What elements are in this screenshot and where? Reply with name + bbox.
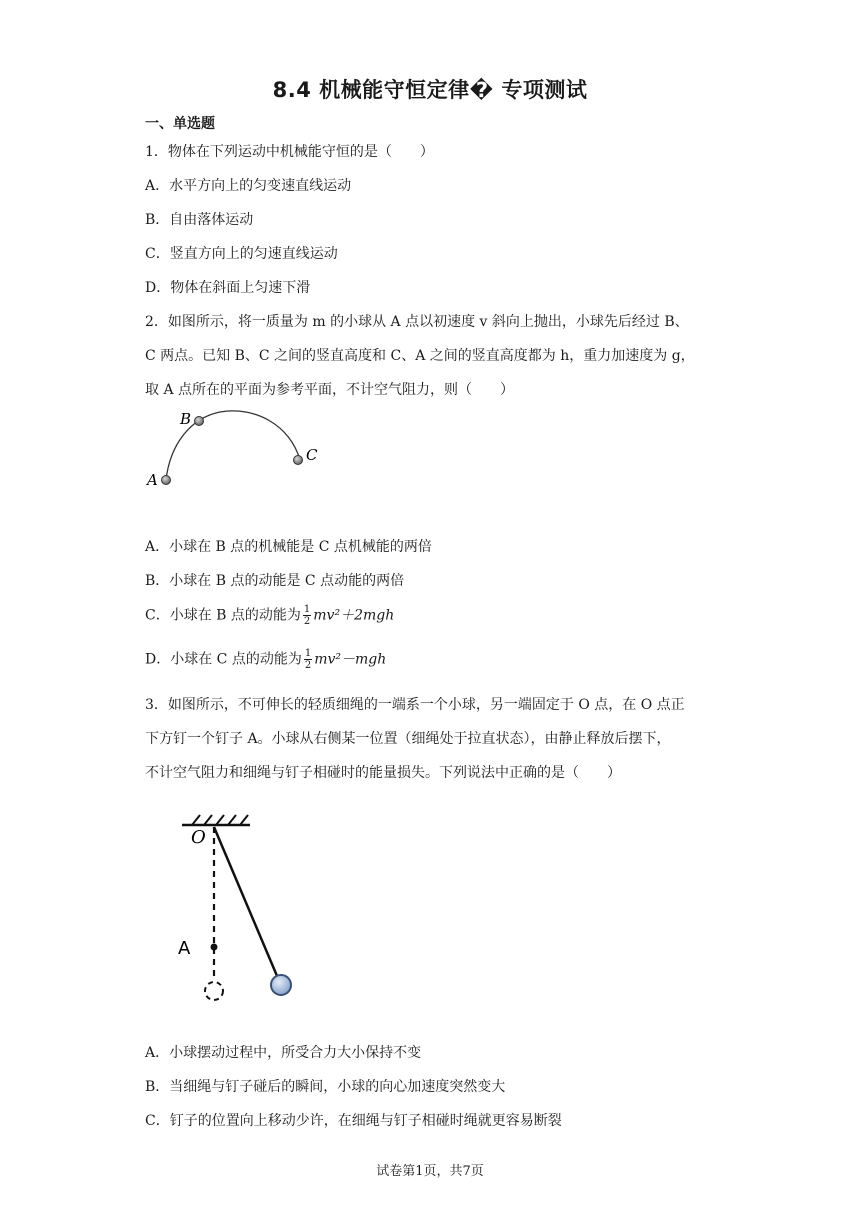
q2-option-d [145,648,386,671]
label-o: O [191,827,206,848]
q2-stem-line1: 2．如图所示，将一质量为 m 的小球从 A 点以初速度 v 斜向上抛出，小球先后经过 B、 [145,314,689,330]
q1-option-a: A．水平方向上的匀变速直线运动 [145,178,352,194]
point-c-ball [294,456,303,465]
q2-option-d-prefix: D．小球在 C 点的动能为 [145,651,302,668]
q3-stem-line1: 3．如图所示，不可伸长的轻质细绳的一端系一个小球，另一端固定于 O 点，在 O 点正 [145,697,685,713]
fraction-half: $\frac{1}{2}$ [304,648,312,671]
fraction-half: $\frac{1}{2}$ [303,604,311,627]
label-b: B [180,410,192,428]
q1-option-c: C．竖直方向上的匀速直线运动 [145,246,338,262]
label-a: A [178,938,191,959]
q2-option-d-expr: mv²－mgh [314,651,387,668]
projectile-arc-figure [140,400,340,500]
q2-option-a: A．小球在 B 点的机械能是 C 点机械能的两倍 [145,539,432,555]
q2-option-b: B．小球在 B 点的动能是 C 点动能的两倍 [145,573,405,589]
label-a: A [147,471,158,489]
pendulum-figure [170,805,310,1005]
label-c: C [306,446,318,464]
point-a-ball [162,476,171,485]
q3-option-c: C．钉子的位置向上移动少许，在细绳与钉子相碰时绳就更容易断裂 [145,1113,562,1129]
point-b-ball [195,417,204,426]
q2-option-c [145,604,394,627]
ghost-ball [205,982,223,1000]
q1-option-d: D．物体在斜面上匀速下滑 [145,280,311,296]
q3-stem-line3: 不计空气阻力和细绳与钉子相碰时的能量损失。下列说法中正确的是（ ） [145,765,621,781]
q1-option-b: B．自由落体运动 [145,212,254,228]
page-title: 8.4 机械能守恒定律� 专项测试 [272,78,588,102]
q2-stem-line2: C 两点。已知 B、C 之间的竖直高度和 C、A 之间的竖直高度都为 h，重力加速度为 g， [145,348,695,364]
q3-option-a: A．小球摆动过程中，所受合力大小保持不变 [145,1045,422,1061]
q1-stem: 1．物体在下列运动中机械能守恒的是（ ） [145,144,434,160]
section-heading: 一、单选题 [145,116,215,132]
page-footer: 试卷第1页，共7页 [376,1164,484,1179]
q3-option-b: B．当细绳与钉子碰后的瞬间，小球的向心加速度突然变大 [145,1079,506,1095]
q2-option-c-expr: mv²＋2mgh [313,607,395,624]
q2-stem-line3: 取 A 点所在的平面为参考平面，不计空气阻力，则（ ） [145,382,515,398]
q3-stem-line2: 下方钉一个钉子 A。小球从右侧某一位置（细绳处于拉直状态），由静止释放后摆下， [145,731,671,747]
nail-a-dot [211,944,218,951]
q2-option-c-prefix: C．小球在 B 点的动能为 [145,607,301,624]
pendulum-ball [271,975,291,995]
